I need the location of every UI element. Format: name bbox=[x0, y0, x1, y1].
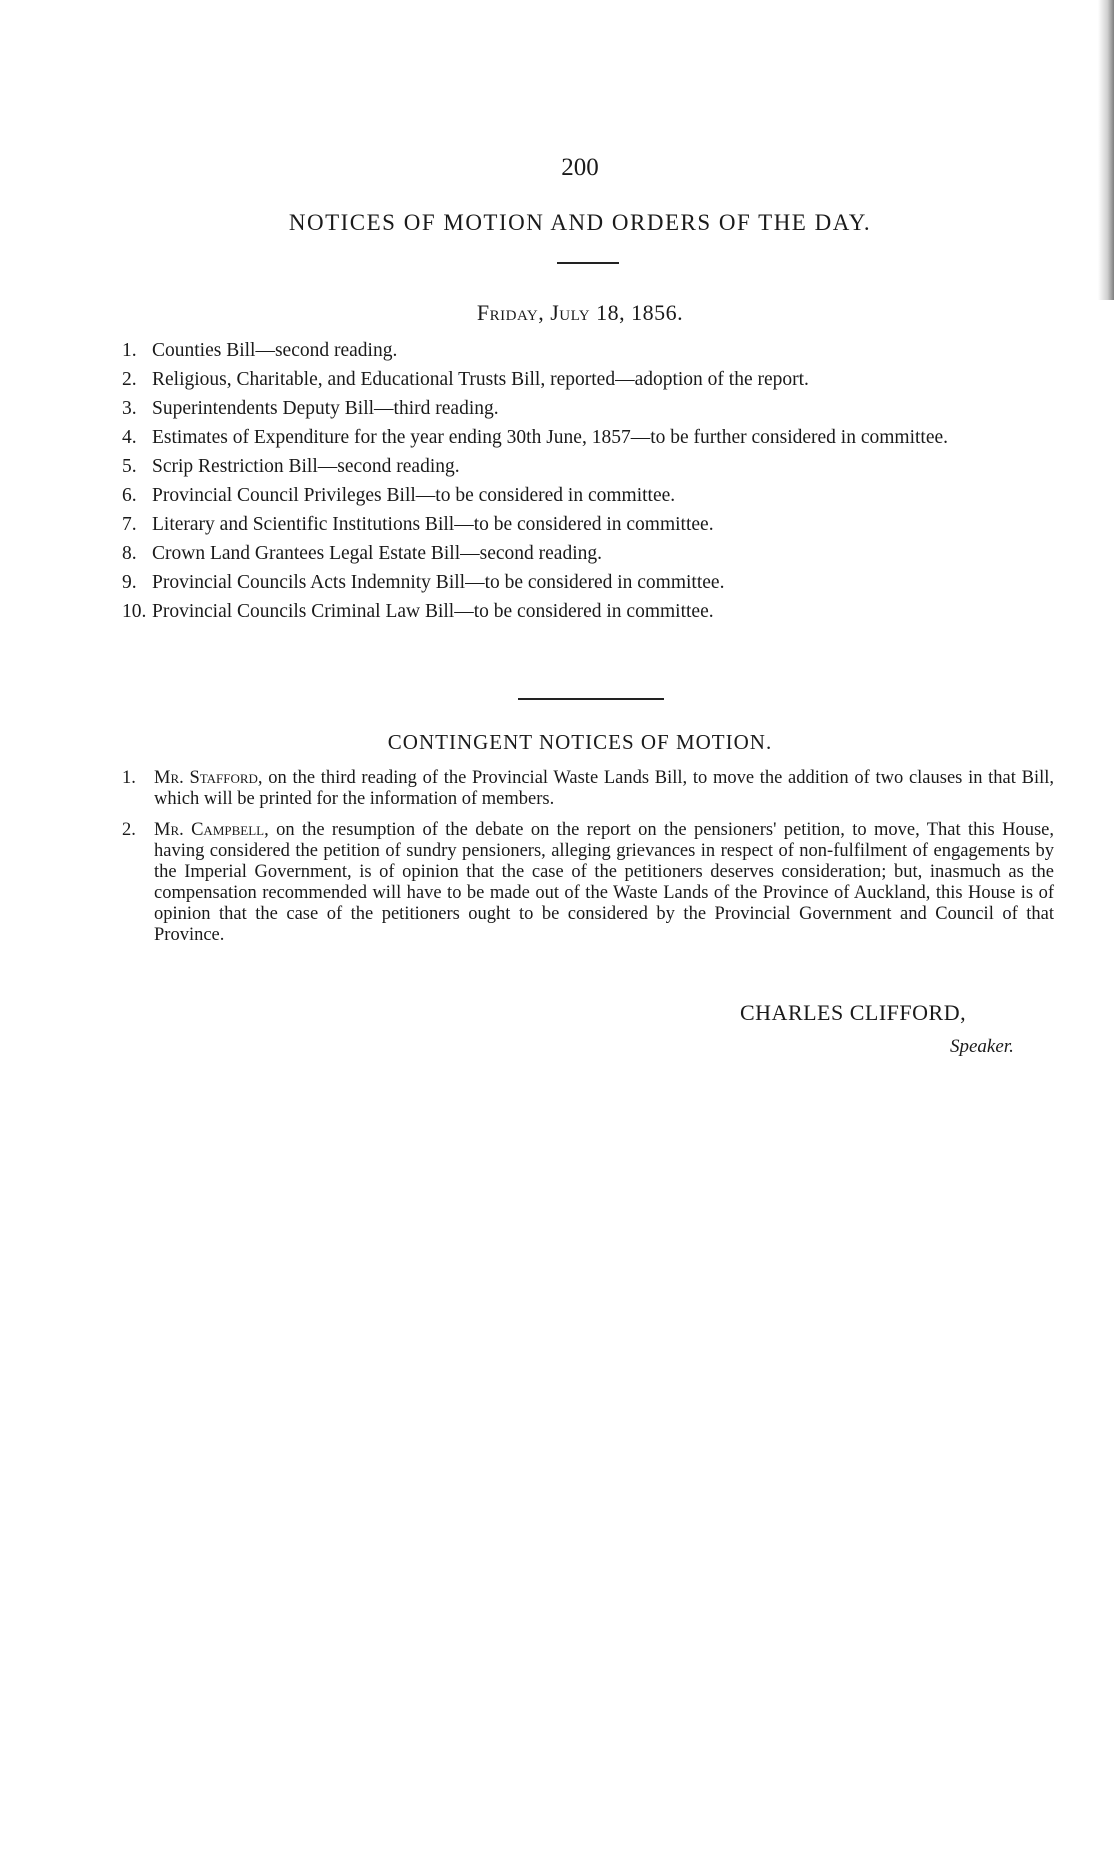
order-text: Provincial Councils Criminal Law Bill—to be considered in committee. bbox=[152, 601, 714, 622]
date-day-year: 18, 1856. bbox=[596, 300, 684, 325]
order-number: 4. bbox=[122, 427, 137, 448]
signature-title: Speaker. bbox=[950, 1036, 1014, 1057]
order-number: 1. bbox=[122, 340, 137, 361]
order-text: Provincial Councils Acts Indemnity Bill—to be considered in committee. bbox=[152, 572, 725, 593]
title-divider bbox=[557, 262, 619, 264]
signature-name: CHARLES CLIFFORD, bbox=[740, 1000, 967, 1025]
order-number: 5. bbox=[122, 456, 137, 477]
order-text: Superintendents Deputy Bill—third reading. bbox=[152, 398, 499, 419]
order-text: Crown Land Grantees Legal Estate Bill—second reading. bbox=[152, 543, 602, 564]
contingent-notice-item bbox=[122, 768, 1054, 810]
notice-member: Mr. Stafford, bbox=[154, 768, 263, 788]
order-text: Literary and Scientific Institutions Bill—to be considered in committee. bbox=[152, 514, 714, 535]
contingent-notice-item bbox=[122, 820, 1054, 946]
order-item bbox=[122, 456, 1042, 477]
order-item bbox=[122, 485, 1042, 506]
date-month: July bbox=[550, 300, 591, 325]
order-item bbox=[122, 601, 1042, 622]
date-weekday: Friday, bbox=[476, 300, 545, 325]
order-item bbox=[122, 572, 1042, 593]
date-line bbox=[0, 300, 1114, 326]
scan-edge-shadow bbox=[1098, 0, 1114, 300]
order-item bbox=[122, 543, 1042, 564]
order-number: 7. bbox=[122, 514, 137, 535]
order-item bbox=[122, 398, 1042, 419]
notice-member: Mr. Campbell, bbox=[154, 820, 269, 840]
page-title: NOTICES OF MOTION AND ORDERS OF THE DAY. bbox=[288, 210, 872, 235]
order-item bbox=[122, 369, 1042, 390]
section-divider bbox=[518, 698, 664, 700]
orders-of-the-day-list bbox=[122, 340, 1042, 630]
order-number: 8. bbox=[122, 543, 137, 564]
notice-body bbox=[154, 820, 1054, 946]
order-number: 10. bbox=[122, 601, 147, 622]
notice-number: 1. bbox=[122, 768, 136, 788]
order-text: Religious, Charitable, and Educational Trusts Bill, reported—adoption of the report. bbox=[152, 369, 809, 390]
order-text: Scrip Restriction Bill—second reading. bbox=[152, 456, 460, 477]
notice-number: 2. bbox=[122, 820, 136, 840]
contingent-notices-title: CONTINGENT NOTICES OF MOTION. bbox=[387, 730, 773, 754]
order-item bbox=[122, 427, 1042, 448]
order-item bbox=[122, 340, 1042, 361]
order-text: Estimates of Expenditure for the year ending 30th June, 1857—to be further considered in committee. bbox=[152, 427, 949, 448]
page-number: 200 bbox=[561, 154, 599, 181]
order-number: 9. bbox=[122, 572, 137, 593]
order-number: 2. bbox=[122, 369, 137, 390]
notice-text: on the third reading of the Provincial Waste Lands Bill, to move the addition of two clauses in that Bill, which will be printed for the information of members. bbox=[154, 768, 1054, 809]
contingent-notices-list bbox=[122, 768, 1054, 956]
notice-body bbox=[154, 768, 1054, 810]
order-number: 3. bbox=[122, 398, 137, 419]
order-item bbox=[122, 514, 1042, 535]
order-text: Provincial Council Privileges Bill—to be considered in committee. bbox=[152, 485, 676, 506]
order-text: Counties Bill—second reading. bbox=[152, 340, 398, 361]
notice-text: on the resumption of the debate on the report on the pensioners' petition, to move, That this House, having considered the petition of sundry pensioners, alleging grievances in respect of non-fulfilment of engagements by the Imperial Government, is of opinion that the case of the petitioners deserves consideration; but, inasmuch as the compensation recommended will have to be made out of the Waste Lands of the Province of Auckland, this House is of opinion that the case of the petitioners ought to be considered by the Provincial Government and Council of that Province. bbox=[154, 820, 1054, 945]
order-number: 6. bbox=[122, 485, 137, 506]
